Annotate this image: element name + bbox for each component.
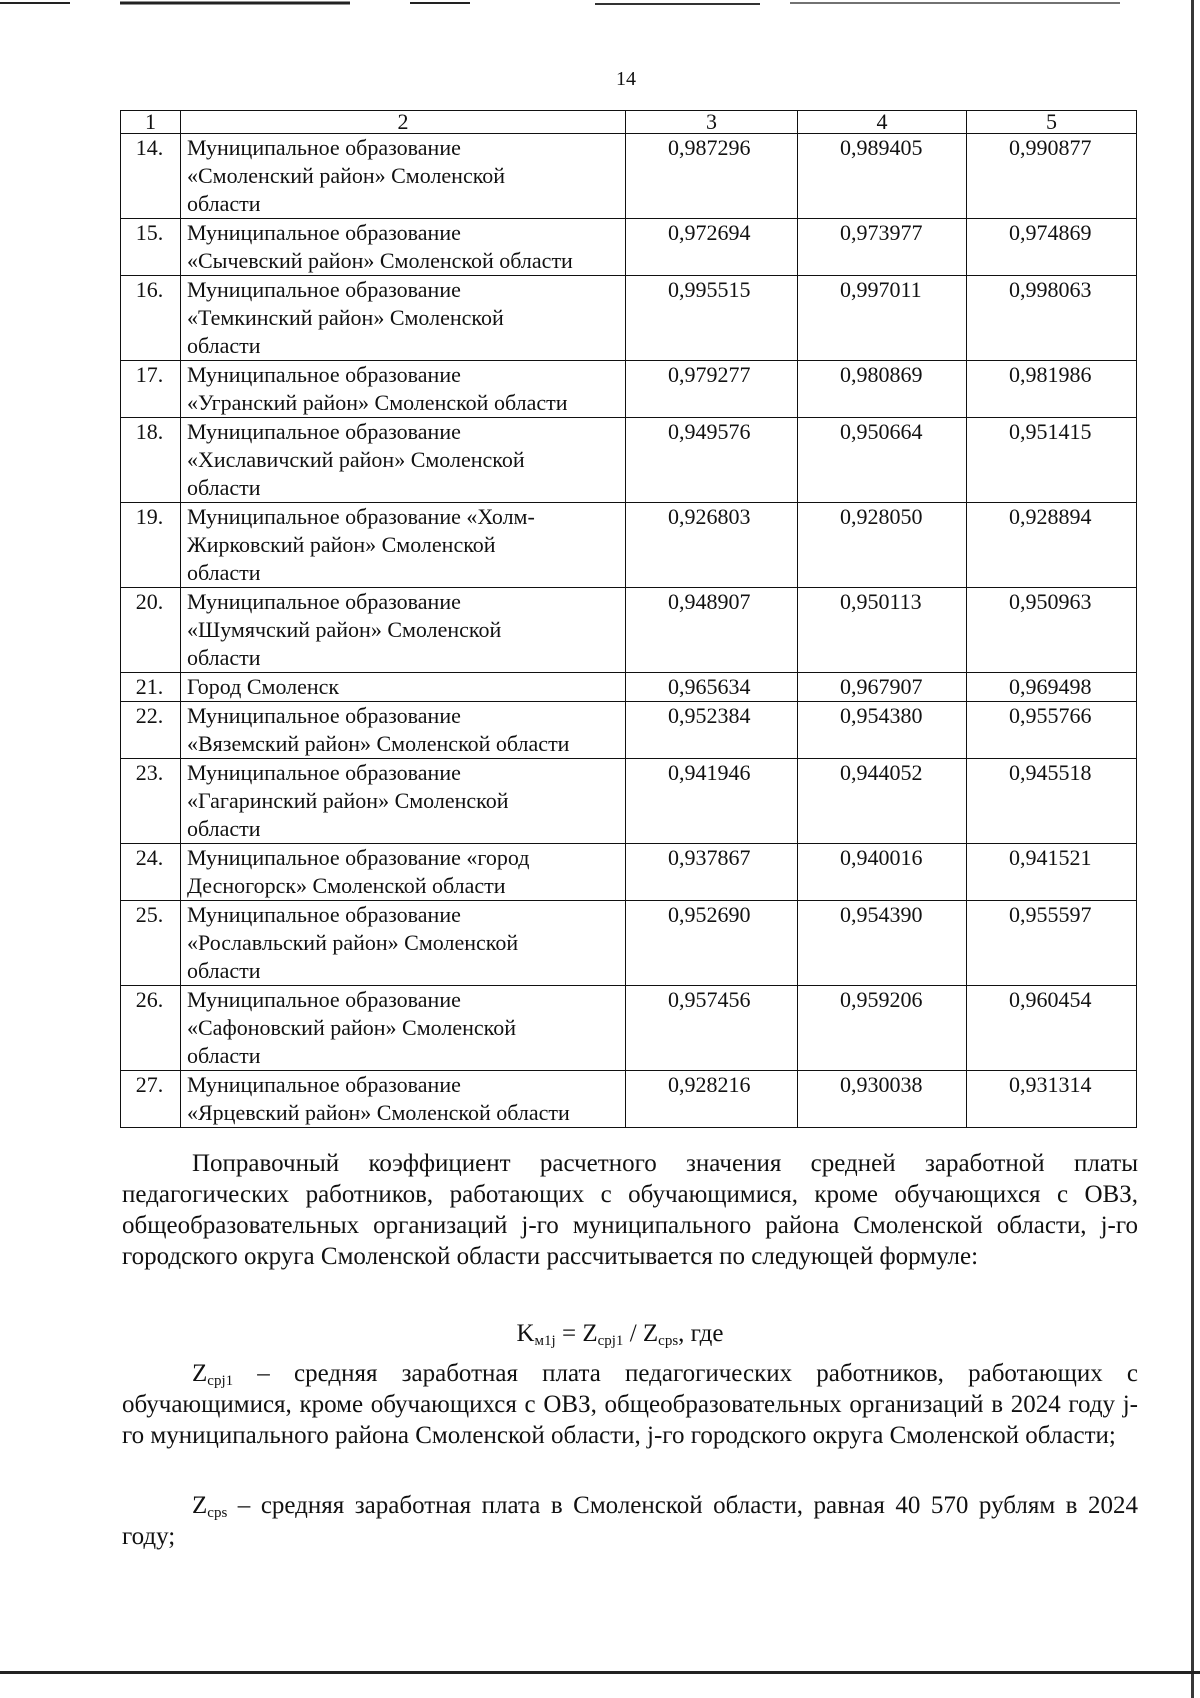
value-col-4: 0,954380 [798,702,967,759]
municipality-name [181,844,626,901]
value-col-4: 0,997011 [798,276,967,361]
table-row [121,702,1137,759]
municipality-name-line: Муниципальное образование «Холм- [187,504,535,529]
table-row [121,361,1137,418]
municipality-name-line: Муниципальное образование [187,277,461,302]
value-col-3: 0,949576 [626,418,798,503]
municipality-name [181,901,626,986]
municipality-name-line: Муниципальное образование [187,703,461,728]
header-col-3: 3 [626,111,798,134]
value-col-4: 0,930038 [798,1071,967,1128]
header-col-4: 4 [798,111,967,134]
scan-right-edge [1191,0,1194,1698]
municipality-name-line: Муниципальное образование [187,362,461,387]
municipality-name [181,673,626,702]
value-col-3: 0,957456 [626,986,798,1071]
table-row [121,503,1137,588]
municipality-name-line: Жирковский район» Смоленской [187,532,496,557]
value-col-5: 0,945518 [967,759,1137,844]
formula-tail: , где [678,1320,724,1347]
municipality-name-line: Муниципальное образование [187,760,461,785]
value-col-4: 0,954390 [798,901,967,986]
formula-z2: Z [642,1320,659,1347]
municipality-name-line: области [187,475,261,500]
value-col-4: 0,950664 [798,418,967,503]
value-col-3: 0,952690 [626,901,798,986]
value-col-5: 0,974869 [967,219,1137,276]
row-number: 19. [121,503,181,588]
table-row [121,901,1137,986]
row-number: 15. [121,219,181,276]
value-col-5: 0,981986 [967,361,1137,418]
value-col-3: 0,948907 [626,588,798,673]
value-col-4: 0,928050 [798,503,967,588]
value-col-5: 0,955597 [967,901,1137,986]
table-row [121,759,1137,844]
row-number: 27. [121,1071,181,1128]
zcps-symbol: Z [192,1492,208,1519]
row-number: 20. [121,588,181,673]
table-row [121,588,1137,673]
value-col-4: 0,967907 [798,673,967,702]
table-row [121,418,1137,503]
municipality-name-line: «Хиславичский район» Смоленской [187,447,525,472]
value-col-5: 0,955766 [967,702,1137,759]
value-col-3: 0,972694 [626,219,798,276]
value-col-3: 0,979277 [626,361,798,418]
municipality-name-line: области [187,816,261,841]
table-row [121,844,1137,901]
row-number: 25. [121,901,181,986]
zcps-subscript: срs [207,1505,228,1521]
value-col-5: 0,990877 [967,134,1137,219]
municipality-name [181,503,626,588]
value-col-4: 0,980869 [798,361,967,418]
scan-top-lines [0,0,1200,10]
value-col-5: 0,931314 [967,1071,1137,1128]
value-col-3: 0,952384 [626,702,798,759]
municipality-name-line: области [187,645,261,670]
value-col-3: 0,937867 [626,844,798,901]
paragraph-zcps-definition [122,1490,1138,1552]
municipality-name-line: Муниципальное образование [187,419,461,444]
coefficient-table [120,110,1137,1128]
municipality-name [181,276,626,361]
municipality-name-line: Муниципальное образование [187,135,461,160]
row-number: 22. [121,702,181,759]
municipality-name-line: Муниципальное образование [187,987,461,1012]
municipality-name-line: «Сафоновский район» Смоленской [187,1015,516,1040]
row-number: 14. [121,134,181,219]
header-col-2: 2 [181,111,626,134]
formula-z1-subscript: срj1 [597,1333,624,1349]
formula-z2-subscript: срs [658,1333,679,1349]
municipality-name-line: «Сычевский район» Смоленской области [187,248,573,273]
table-row [121,1071,1137,1128]
municipality-name [181,1071,626,1128]
value-col-4: 0,944052 [798,759,967,844]
municipality-name-line: «Смоленский район» Смоленской [187,163,506,188]
municipality-name-line: области [187,1043,261,1068]
municipality-name [181,986,626,1071]
formula-k-subscript: м1j [534,1333,556,1349]
municipality-name [181,418,626,503]
value-col-3: 0,995515 [626,276,798,361]
row-number: 17. [121,361,181,418]
formula-slash: / [623,1320,643,1347]
municipality-name-line: области [187,191,261,216]
table-row [121,986,1137,1071]
municipality-name [181,588,626,673]
municipality-name-line: «Вяземский район» Смоленской области [187,731,570,756]
table-row [121,276,1137,361]
table-body [121,134,1137,1128]
municipality-name-line: Муниципальное образование [187,220,461,245]
zcpj1-symbol: Z [192,1360,208,1387]
municipality-name-line: Город Смоленск [187,674,340,699]
value-col-4: 0,989405 [798,134,967,219]
zcpj1-text: – средняя заработная плата педагогических работников, работающих с обучающимися, кроме обучающихся с ОВЗ, общеобразовательных организаций в 2024 году j-го муниципального района Смоленской области, j-го городского округа Смоленской области; [122,1360,1138,1449]
municipality-name-line: «Рославльский район» Смоленской [187,930,519,955]
formula-k: K [516,1320,535,1347]
row-number: 26. [121,986,181,1071]
municipality-name-line: Муниципальное образование «город [187,845,530,870]
row-number: 23. [121,759,181,844]
value-col-5: 0,928894 [967,503,1137,588]
municipality-name-line: Муниципальное образование [187,902,461,927]
municipality-name-line: Муниципальное образование [187,589,461,614]
value-col-4: 0,940016 [798,844,967,901]
value-col-5: 0,950963 [967,588,1137,673]
row-number: 21. [121,673,181,702]
formula [0,1320,1200,1348]
value-col-4: 0,950113 [798,588,967,673]
table-row [121,134,1137,219]
header-col-1: 1 [121,111,181,134]
value-col-5: 0,969498 [967,673,1137,702]
municipality-name-line: Десногорск» Смоленской области [187,873,506,898]
zcps-text: – средняя заработная плата в Смоленской области, равная 40 570 рублям в 2024 году; [122,1492,1138,1550]
municipality-name-line: «Темкинский район» Смоленской [187,305,504,330]
value-col-3: 0,941946 [626,759,798,844]
municipality-name-line: области [187,958,261,983]
row-number: 16. [121,276,181,361]
page-number: 14 [616,68,636,90]
value-col-3: 0,926803 [626,503,798,588]
paragraph-zcpj1-definition [122,1358,1138,1451]
municipality-name [181,134,626,219]
value-col-4: 0,973977 [798,219,967,276]
table-row [121,219,1137,276]
value-col-5: 0,951415 [967,418,1137,503]
municipality-name-line: «Ярцевский район» Смоленской области [187,1100,570,1125]
value-col-5: 0,998063 [967,276,1137,361]
municipality-name-line: «Шумячский район» Смоленской [187,617,502,642]
value-col-4: 0,959206 [798,986,967,1071]
table-header-row [121,111,1137,134]
municipality-name-line: области [187,560,261,585]
row-number: 18. [121,418,181,503]
municipality-name-line: Муниципальное образование [187,1072,461,1097]
municipality-name [181,219,626,276]
paragraph-coefficient-description: Поправочный коэффициент расчетного значения средней заработной платы педагогических работников, работающих с обучающимися, кроме обучающихся с ОВЗ, общеобразовательных организаций j-го муниципального района Смоленской области, j-го городского округа Смоленской области рассчитывается по следующей формуле: [122,1150,1138,1270]
scan-bottom-edge [0,1671,1200,1674]
zcpj1-subscript: срj1 [207,1373,234,1389]
municipality-name [181,361,626,418]
value-col-3: 0,987296 [626,134,798,219]
value-col-3: 0,965634 [626,673,798,702]
table-row [121,673,1137,702]
municipality-name-line: «Угранский район» Смоленской области [187,390,568,415]
formula-z1: Z [582,1320,598,1347]
municipality-name-line: области [187,333,261,358]
value-col-3: 0,928216 [626,1071,798,1128]
municipality-name-line: «Гагаринский район» Смоленской [187,788,509,813]
header-col-5: 5 [967,111,1137,134]
formula-equals: = [555,1320,583,1347]
municipality-name [181,759,626,844]
value-col-5: 0,960454 [967,986,1137,1071]
municipality-name [181,702,626,759]
value-col-5: 0,941521 [967,844,1137,901]
row-number: 24. [121,844,181,901]
